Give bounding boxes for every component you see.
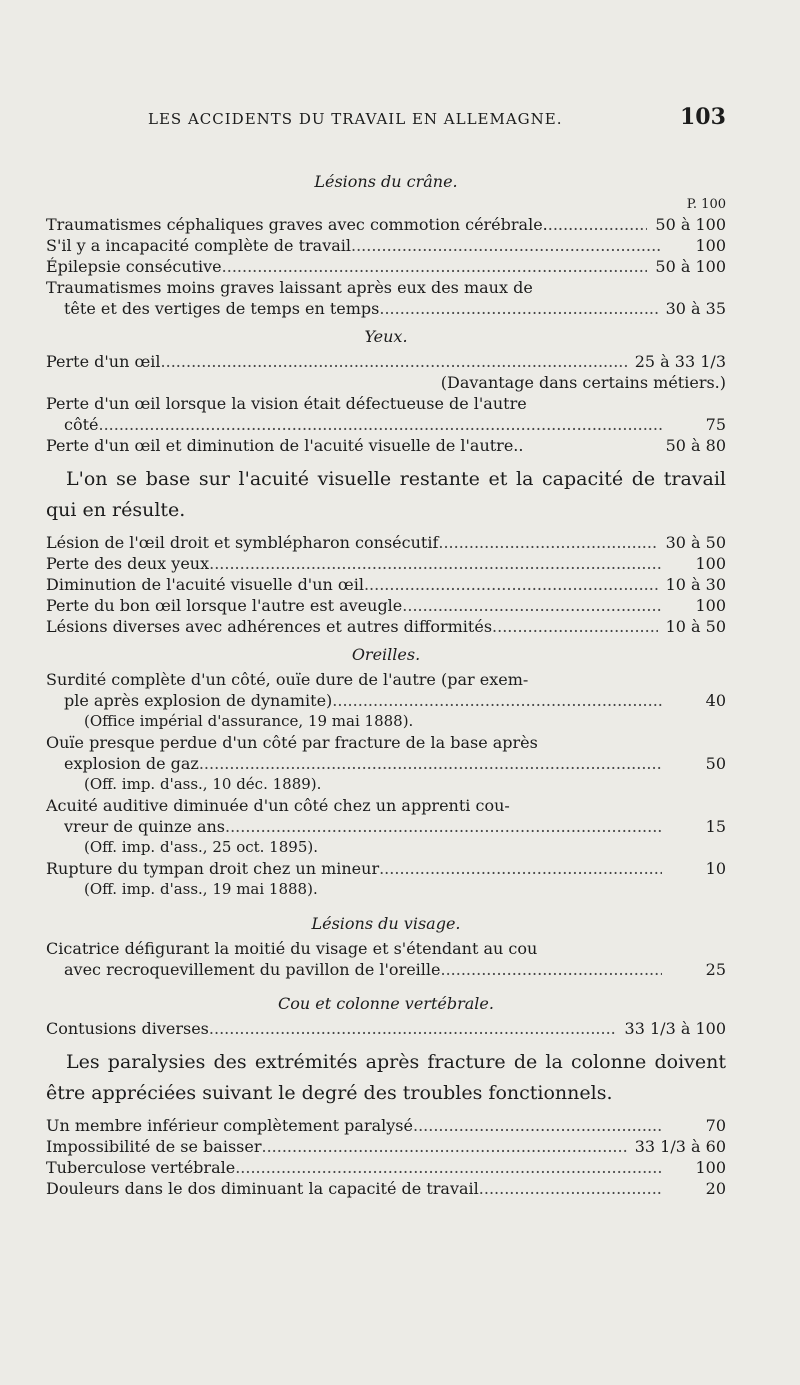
table-row [46,753,726,774]
entry-value: 15 [705,817,726,836]
page-reference: P. 100 [686,197,726,212]
entry-label: Contusions diverses ..... [46,1018,617,1039]
table-row [46,574,726,595]
entry-label-line1: Acuité auditive diminuée d'un côté chez un apprenti cou- [46,796,510,815]
entry-label-line1: Surdité complète d'un côté, ouïe dure de l'autre (par exem- [46,670,529,689]
entry-label: Traumatismes céphaliques graves avec commotion cérébrale. ..... [46,214,647,235]
table-row [46,858,726,879]
entry-label-line1: Traumatismes moins graves laissant après eux des maux de [46,278,533,297]
entry-value: 40 [705,691,726,710]
entry-value: 25 [705,960,726,979]
entry-label: Rupture du tympan droit chez un mineur ..... [46,858,662,879]
table-row [46,690,726,711]
entry-label: Épilepsie consécutive ..... [46,256,647,277]
entry-label: Perte du bon œil lorsque l'autre est aveugle ..... [46,595,662,616]
entry-value: 10 [705,859,726,878]
table-row [46,1018,726,1039]
table-row [46,235,726,256]
section-title-crane: Lésions du crâne. [314,172,458,191]
entry-label: Perte d'un œil ..... [46,351,627,372]
section-title-oreilles: Oreilles. [351,645,421,664]
entry-label: ple après explosion de dynamite) ..... [64,690,662,711]
running-title: LES ACCIDENTS DU TRAVAIL EN ALLEMAGNE. [148,110,563,128]
entry-value: 50 à 100 [655,215,726,234]
entry-label: explosion de gaz ..... [64,753,662,774]
table-row [46,351,726,372]
table-row [46,298,726,319]
entry-value: 33 1/3 à 60 [634,1137,726,1156]
entry-label: Lésion de l'œil droit et symblépharon consécutif ..... [46,532,658,553]
entry-value: 10 à 50 [665,617,726,636]
entry-value: 100 [695,236,726,255]
entry-label: Lésions diverses avec adhérences et autres difformités ..... [46,616,658,637]
page-number: 103 [680,104,726,130]
table-row [46,595,726,616]
entry-label: avec recroquevillement du pavillon de l'oreille ..... [64,959,662,980]
page-content [46,164,726,1199]
table-row [46,616,726,637]
table-row [46,1157,726,1178]
entry-value: 50 à 80 [665,436,726,455]
entry-label: côté ..... [64,414,662,435]
table-row [46,214,726,235]
citation: (Office impérial d'assurance, 19 mai 1888). [84,712,414,730]
entry-value: 100 [695,1158,726,1177]
entry-value: 30 à 35 [665,299,726,318]
entry-label: Tuberculose vertébrale ..... [46,1157,662,1178]
paragraph-note: L'on se base sur l'acuité visuelle restante et la capacité de travail qui en résulte. [46,468,726,521]
entry-value: 30 à 50 [665,533,726,552]
entry-value: 50 à 100 [655,257,726,276]
table-row [46,532,726,553]
table-row [46,1178,726,1199]
entry-value: 25 à 33 1/3 [634,352,726,371]
table-row [46,553,726,574]
table-row [46,435,726,456]
table-row [46,959,726,980]
entry-value: 100 [695,554,726,573]
entry-note: (Davantage dans certains métiers.) [440,373,726,392]
entry-label: Perte d'un œil et diminution de l'acuité visuelle de l'autre.. [46,436,524,455]
table-row [46,816,726,837]
entry-label: Un membre inférieur complètement paralysé ..... [46,1115,662,1136]
entry-value: 70 [705,1116,726,1135]
citation: (Off. imp. d'ass., 25 oct. 1895). [84,838,318,856]
page-header [0,104,800,134]
table-row [46,414,726,435]
paragraph-note: Les paralysies des extrémités après fracture de la colonne doivent être appréciées suivant le degré des troubles fonctionnels. [46,1051,726,1104]
table-row [46,256,726,277]
entry-value: 100 [695,596,726,615]
entry-label: Diminution de l'acuité visuelle d'un œil ..... [46,574,658,595]
table-row [46,1136,726,1157]
entry-label: S'il y a incapacité complète de travail ..... [46,235,662,256]
citation: (Off. imp. d'ass., 19 mai 1888). [84,880,318,898]
entry-label: Douleurs dans le dos diminuant la capacité de travail ..... [46,1178,662,1199]
section-title-yeux: Yeux. [364,327,408,346]
entry-label: Impossibilité de se baisser ..... [46,1136,627,1157]
entry-value: 20 [705,1179,726,1198]
section-title-cou: Cou et colonne vertébrale. [278,994,494,1013]
section-title-visage: Lésions du visage. [311,914,461,933]
entry-value: 75 [705,415,726,434]
entry-label-line1: Ouïe presque perdue d'un côté par fracture de la base après [46,733,538,752]
citation: (Off. imp. d'ass., 10 déc. 1889). [84,775,322,793]
entry-value: 33 1/3 à 100 [624,1019,726,1038]
entry-label-line1: Perte d'un œil lorsque la vision était défectueuse de l'autre [46,394,527,413]
table-row [46,1115,726,1136]
entry-label: vreur de quinze ans ..... [64,816,662,837]
entry-label: Perte des deux yeux ..... [46,553,662,574]
entry-value: 50 [705,754,726,773]
entry-value: 10 à 30 [665,575,726,594]
entry-label: tête et des vertiges de temps en temps ..... [64,298,658,319]
entry-label-line1: Cicatrice défigurant la moitié du visage et s'étendant au cou [46,939,538,958]
